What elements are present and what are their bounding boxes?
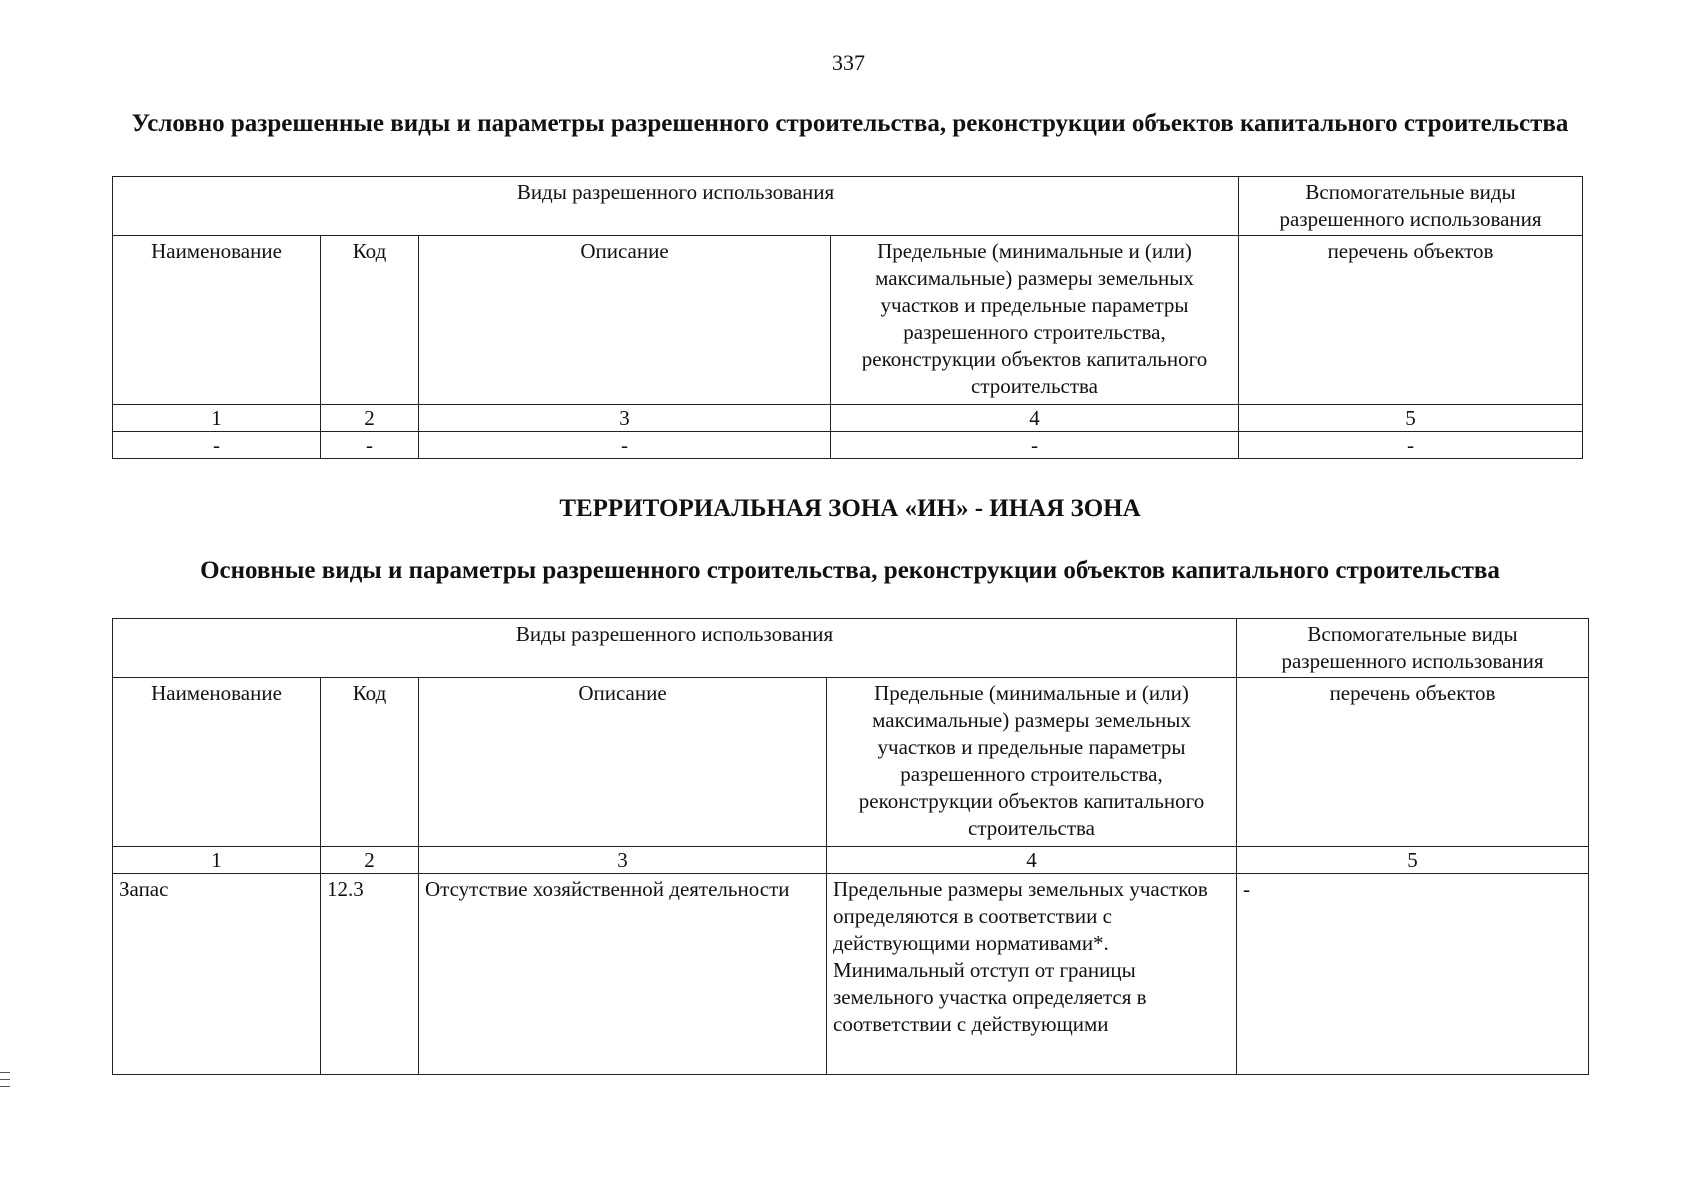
table-row (113, 432, 1583, 459)
margin-mark (0, 1086, 10, 1087)
cell-limits: Предельные размеры земельных участков определяются в соответствии с действующими нормативами*. Минимальный отступ от границы земельного участка определяется в соответствии с действующими (827, 874, 1237, 1075)
col-header-limits: Предельные (минимальные и (или) максимальные) размеры земельных участков и предельные параметры разрешенного строительства, реконструкции объектов капитального строительства (831, 236, 1239, 405)
column-number: 3 (419, 405, 831, 432)
table-cell: - (831, 432, 1239, 459)
section-title-conditional: Условно разрешенные виды и параметры разрешенного строительства, реконструкции объектов капитального строительства (131, 110, 1569, 137)
cell-code: 12.3 (321, 874, 419, 1075)
column-number: 4 (827, 847, 1237, 874)
column-number: 5 (1237, 847, 1589, 874)
col-header-description: Описание (419, 678, 827, 847)
aux-header: Вспомогательные виды разрешенного использования (1237, 619, 1589, 678)
column-number: 1 (113, 405, 321, 432)
zone-title: ТЕРРИТОРИАЛЬНАЯ ЗОНА «ИН» - ИНАЯ ЗОНА (559, 495, 1141, 522)
col-header-description: Описание (419, 236, 831, 405)
cell-aux: - (1237, 874, 1589, 1075)
cell-description: Отсутствие хозяйственной деятельности (419, 874, 827, 1075)
column-number: 5 (1239, 405, 1583, 432)
table-header-row (113, 678, 1589, 847)
table-cell: - (113, 432, 321, 459)
column-number: 4 (831, 405, 1239, 432)
margin-mark (0, 1072, 10, 1073)
col-header-aux-list: перечень объектов (1239, 236, 1583, 405)
column-number: 2 (321, 405, 419, 432)
table-row (113, 874, 1589, 1075)
column-number: 3 (419, 847, 827, 874)
column-numbers-row (113, 847, 1589, 874)
table-header-row (113, 177, 1583, 236)
page-number: 337 (832, 50, 865, 75)
table-cell: - (1239, 432, 1583, 459)
margin-mark (0, 1079, 10, 1080)
cell-name: Запас (113, 874, 321, 1075)
main-uses-table (112, 618, 1589, 1075)
table-header-row (113, 619, 1589, 678)
column-numbers-row (113, 405, 1583, 432)
column-number: 1 (113, 847, 321, 874)
col-header-code: Код (321, 236, 419, 405)
col-header-name: Наименование (113, 678, 321, 847)
col-header-name: Наименование (113, 236, 321, 405)
table-header-row (113, 236, 1583, 405)
col-header-limits: Предельные (минимальные и (или) максимальные) размеры земельных участков и предельные параметры разрешенного строительства, реконструкции объектов капитального строительства (827, 678, 1237, 847)
conditional-uses-table (112, 176, 1583, 459)
section-title-main: Основные виды и параметры разрешенного строительства, реконструкции объектов капитального строительства (200, 557, 1500, 584)
col-header-aux-list: перечень объектов (1237, 678, 1589, 847)
column-number: 2 (321, 847, 419, 874)
group-header: Виды разрешенного использования (113, 619, 1237, 678)
group-header: Виды разрешенного использования (113, 177, 1239, 236)
aux-header: Вспомогательные виды разрешенного использования (1239, 177, 1583, 236)
col-header-code: Код (321, 678, 419, 847)
table-cell: - (321, 432, 419, 459)
table-cell: - (419, 432, 831, 459)
